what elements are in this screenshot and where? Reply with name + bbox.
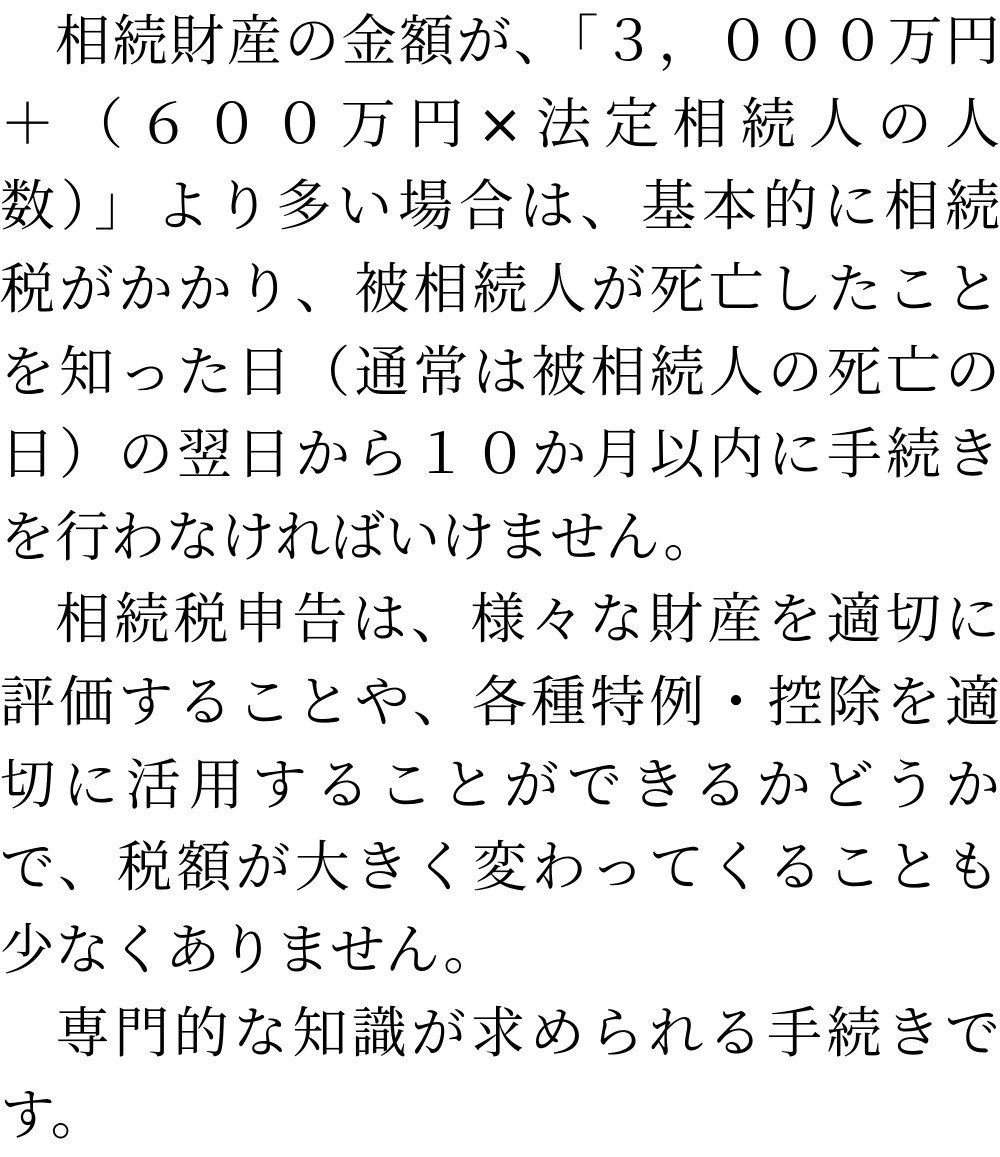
text-line: 専門的な知識が求められる手続きで [55,1000,1000,1065]
text-line: を行わなければいけません。 [0,504,719,569]
text-line: で、税額が大きく変わってくることも [0,835,1000,900]
paragraph-tax-filing-evaluation [0,578,1000,991]
text-line: を知った日（通常は被相続人の死亡の [0,339,1000,404]
paragraph-inheritance-tax-threshold [0,0,1000,578]
paragraph-expert-knowledge [0,992,1000,1157]
text-line: 相続財産の金額が、「３，０００万円 [55,9,1000,73]
text-line: 切に活用することができるかどうか [0,752,1000,817]
text-line: ＋（６００万円×法定相続人の人 [0,91,1000,156]
text-line: 日）の翌日から１０か月以内に手続き [0,422,1000,487]
text-line: 評価することや、各種特例・控除を適 [0,670,1000,734]
text-line: す。 [0,1083,106,1148]
text-line: 数）」より多い場合は、基本的に相続 [0,174,1000,239]
text-line: 税がかかり、被相続人が死亡したこと [0,256,1000,321]
text-line: 相続税申告は、様々な財産を適切に [55,587,1000,652]
text-line: 少なくありません。 [0,917,499,982]
